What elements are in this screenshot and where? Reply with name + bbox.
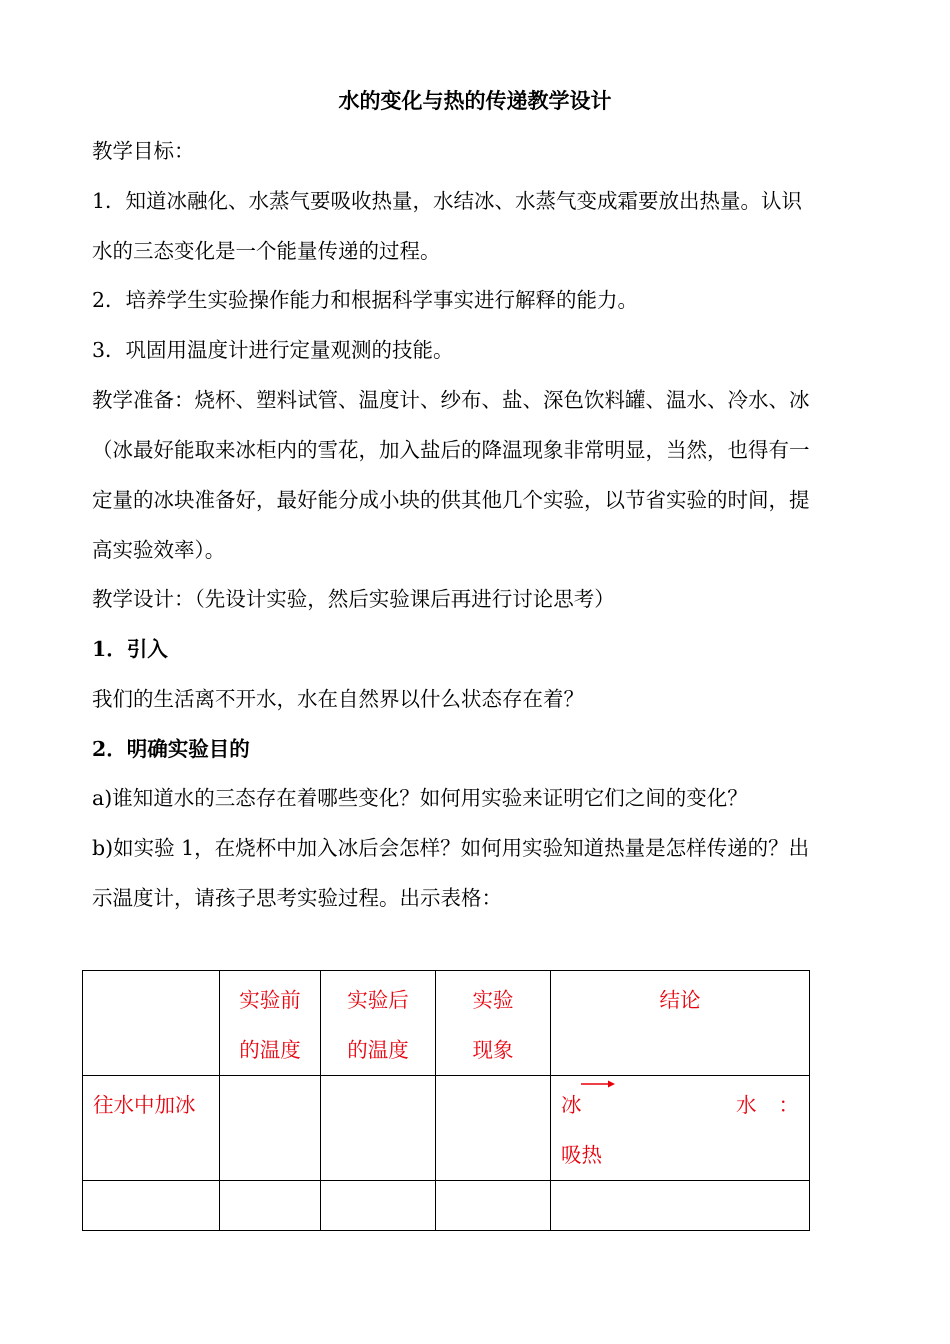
right-arrow-icon	[581, 1079, 615, 1089]
table-corner-cell	[83, 971, 220, 1076]
table-row	[83, 1181, 810, 1231]
table-row	[83, 1076, 810, 1181]
goal-2: 2．培养学生实验操作能力和根据科学事实进行解释的能力。	[92, 288, 639, 312]
document-title: 水的变化与热的传递教学设计	[338, 88, 612, 113]
table-cell-empty	[436, 1181, 551, 1231]
design-line: 教学设计：（先设计实验，然后实验课后再进行讨论思考）	[92, 587, 615, 611]
table-cell-empty	[220, 1076, 321, 1181]
section-1-heading: 1．引入	[92, 637, 168, 661]
conclusion-cell	[551, 1076, 810, 1181]
goal-1-line-1: 1．知道冰融化、水蒸气要吸收热量，水结冰、水蒸气变成霜要放出热量。认识	[92, 189, 803, 213]
prep-line-3: 定量的冰块准备好，最好能分成小块的供其他几个实验，以节省实验的时间，提	[92, 488, 810, 512]
table-cell-empty	[321, 1076, 436, 1181]
header-after-line-1: 实验后	[347, 988, 409, 1012]
prep-line-2: （冰最好能取来冰柜内的雪花，加入盐后的降温现象非常明显，当然，也得有一	[92, 438, 810, 462]
header-before-temp	[220, 971, 321, 1076]
item-a: a)谁知道水的三态存在着哪些变化？如何用实验来证明它们之间的变化？	[92, 786, 748, 810]
goal-1-line-2: 水的三态变化是一个能量传递的过程。	[92, 239, 441, 263]
item-b-line-1: b)如实验 1，在烧杯中加入冰后会怎样？如何用实验知道热量是怎样传递的？出	[92, 836, 810, 860]
conclusion-to: 水	[736, 1093, 757, 1117]
conclusion-colon: ：	[778, 1093, 799, 1117]
header-after-temp	[321, 971, 436, 1076]
header-phenomenon	[436, 971, 551, 1076]
table-cell-empty	[220, 1181, 321, 1231]
conclusion-result: 吸热	[561, 1143, 602, 1167]
table-cell-empty	[551, 1181, 810, 1231]
header-after-line-2: 的温度	[347, 1038, 409, 1062]
table-header-row	[83, 971, 810, 1076]
conclusion-to-group	[736, 1080, 799, 1130]
table-cell-empty	[436, 1076, 551, 1181]
table-cell-empty	[321, 1181, 436, 1231]
section-2-heading: 2．明确实验目的	[92, 737, 250, 761]
row-label-add-ice: 往水中加冰	[83, 1076, 220, 1181]
item-b-line-2: 示温度计，请孩子思考实验过程。出示表格：	[92, 886, 502, 910]
intro-question: 我们的生活离不开水，水在自然界以什么状态存在着？	[92, 687, 584, 711]
header-conclusion	[551, 971, 810, 1076]
experiment-table	[82, 970, 810, 1231]
prep-line-4: 高实验效率）。	[92, 538, 226, 562]
goals-heading: 教学目标：	[92, 139, 195, 163]
prep-line-1: 教学准备：烧杯、塑料试管、温度计、纱布、盐、深色饮料罐、温水、冷水、冰	[92, 388, 810, 412]
header-before-line-2: 的温度	[239, 1038, 301, 1062]
header-phen-line-2: 现象	[472, 1038, 514, 1062]
header-phen-line-1: 实验	[472, 988, 514, 1012]
table-cell-empty	[83, 1181, 220, 1231]
conclusion-from: 冰	[561, 1093, 582, 1117]
header-conclusion-text: 结论	[659, 988, 701, 1012]
goal-3: 3．巩固用温度计进行定量观测的技能。	[92, 338, 454, 362]
header-before-line-1: 实验前	[239, 988, 301, 1012]
